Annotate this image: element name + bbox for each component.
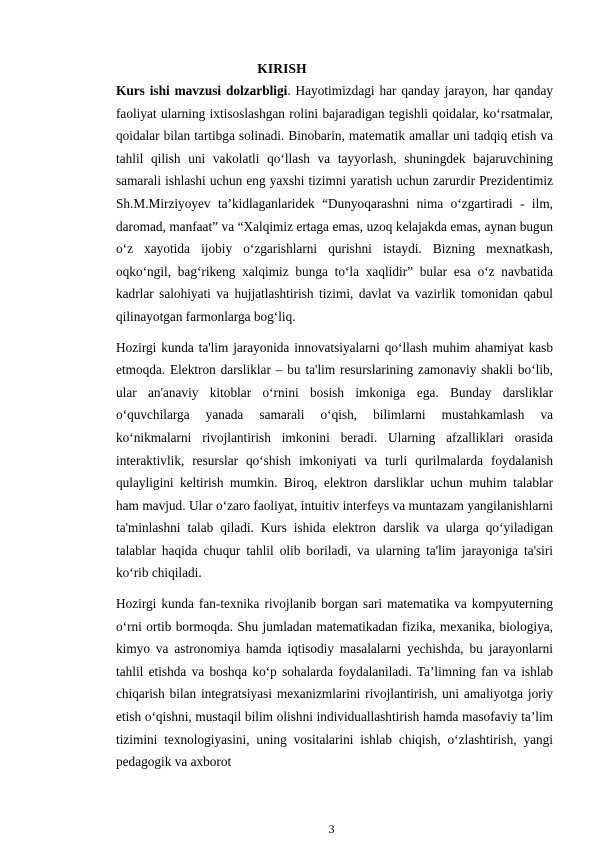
page-number: 3 <box>328 822 335 836</box>
relevance-text: . Hayotimizdagi har qanday jarayon, har qanday faoliyat ularning ixtisoslashgan rolini bajaradigan tegishli qoidalar, ko‘rsatmalar, qoidalar bilan tartibga solinadi. Binobarin, matematik amallar uni tadqiq etish va tahlil qilish uni vakolatli qo‘llash va tayyorlash, shuningdek bajaruvchining samarali ishlashi uchun eng yaxshi tizimni yaratish uchun zarurdir Prezidentimiz Sh.M.Mirziyoyev ta’kidlaganlaridek “Dunyoqarashni nima o‘zgartiradi - ilm, daromad, manfaat” va “Xalqimiz ertaga emas, uzoq kelajakda emas, aynan bugun o‘z xayotida ijobiy o‘zgarishlarni qurishni istaydi. Bizning mexnatkash, oqko‘ngil, bag‘rikeng xalqimiz bunga to‘la xaqlidir” bular esa o‘z navbatida kadrlar salohiyati va hujjatlashtirish tizimi, davlat va vazirlik tomonidan qabul qilinayotgan farmonlarga bog‘liq. <box>116 83 553 324</box>
paragraph-e-textbooks: Hozirgi kunda ta'lim jarayonida innovatsiyalarni qo‘llash muhim ahamiyat kasb etmoqda. Elektron darsliklar – bu ta'lim resurslarining zamonaviy shakli bo‘lib, ular an'anaviy kitoblar o‘rnini bosish imkoniga ega. Bunday darsliklar o‘quvchilarga yanada samarali o‘qish, bilimlarni mustahkamlash va ko‘nikmalarni rivojlantirish imkonini beradi. Ularning afzalliklari orasida interaktivlik, resurslar qo‘shish imkoniyati va turli qurilmalarda foydalanish qulayligini keltirish mumkin. Biroq, elektron darsliklar uchun muhim talablar ham mavjud. Ular o‘zaro faoliyat, intuitiv interfeys va muntazam yangilanishlarni ta'minlashni talab qiladi. Kurs ishida elektron darslik va ularga qo‘yiladigan talablar haqida chuqur tahlil olib boriladi, va ularning ta'lim jarayoniga ta'siri ko‘rib chiqiladi. <box>116 339 553 581</box>
relevance-lead: Kurs ishi mavzusi dolzarbligi <box>116 83 288 98</box>
section-heading: KIRISH <box>257 61 307 76</box>
paragraph-relevance <box>116 80 553 329</box>
paragraph-math-computing: Hozirgi kunda fan-texnika rivojlanib borgan sari matematika va kompyuterning o‘rni ortib bormoqda. Shu jumladan matematikadan fizika, mexanika, biologiya, kimyo va astronomiya hamda iqtisodiy masalalarni yechishda, bu jarayonlarni tahlil etishda va boshqa ko‘p sohalarda foydalaniladi. Ta’limning fan va ishlab chiqarish bilan integratsiyasi mexanizmlarini rivojlantirish, uni amaliyotga joriy etish o‘qishni, mustaqil bilim olishni individuallashtirish hamda masofaviy ta’lim tizimini texnologiyasini, uning vositalarini ishlab chiqish, o‘zlashtirish, yangi pedagogik va axborot <box>116 596 553 770</box>
body-text <box>116 80 553 774</box>
